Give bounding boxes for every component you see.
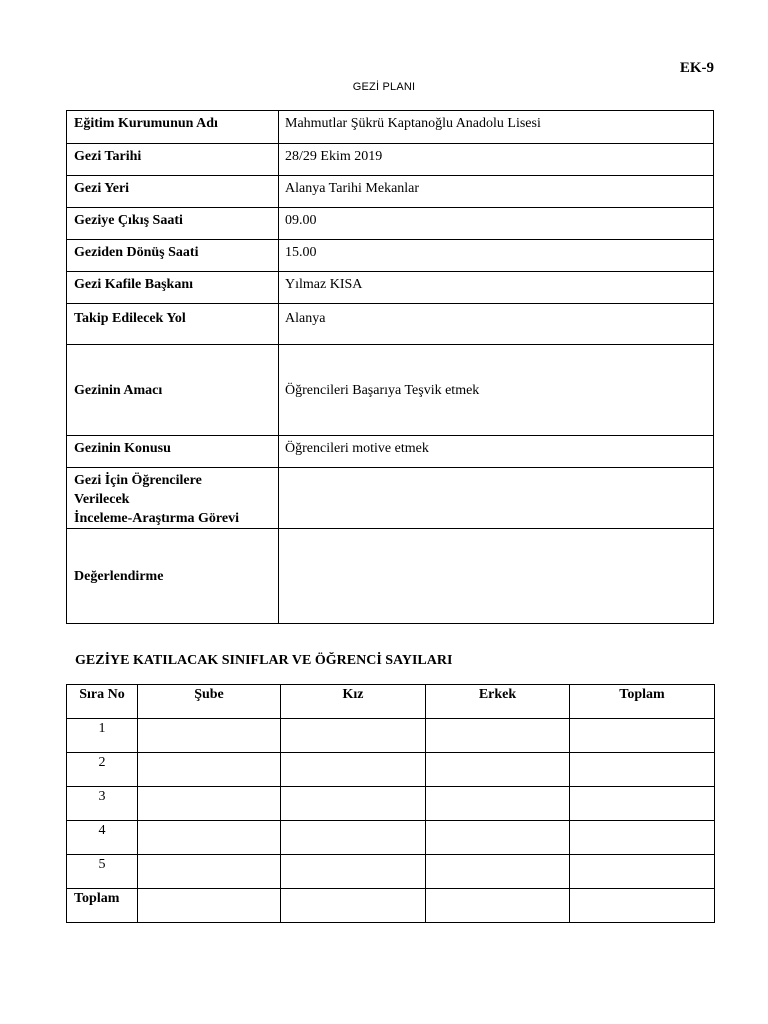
info-value: 15.00 bbox=[279, 240, 714, 272]
row-number: 4 bbox=[67, 821, 138, 855]
sube-cell bbox=[138, 719, 281, 753]
row-number: 1 bbox=[67, 719, 138, 753]
sube-cell bbox=[138, 753, 281, 787]
info-row bbox=[67, 240, 714, 272]
info-label-line: İnceleme-Araştırma Görevi bbox=[74, 511, 239, 526]
row-number: 5 bbox=[67, 855, 138, 889]
info-label: Geziye Çıkış Saati bbox=[67, 208, 279, 240]
erkek-cell bbox=[426, 855, 570, 889]
info-value: Alanya Tarihi Mekanlar bbox=[279, 176, 714, 208]
trip-info-table bbox=[66, 110, 714, 624]
info-label: Gezi Tarihi bbox=[67, 144, 279, 176]
row-number: 2 bbox=[67, 753, 138, 787]
toplam-cell bbox=[570, 855, 715, 889]
table-row bbox=[67, 855, 715, 889]
info-row bbox=[67, 345, 714, 436]
kiz-cell bbox=[281, 787, 426, 821]
erkek-cell bbox=[426, 821, 570, 855]
classes-table bbox=[66, 684, 715, 923]
column-header-erkek: Erkek bbox=[426, 685, 570, 719]
info-label-line: Gezi İçin Öğrencilere bbox=[74, 473, 202, 488]
kiz-cell bbox=[281, 719, 426, 753]
toplam-cell bbox=[570, 719, 715, 753]
info-label: Gezinin Konusu bbox=[67, 436, 279, 468]
total-label: Toplam bbox=[67, 889, 138, 923]
kiz-cell bbox=[281, 855, 426, 889]
info-row bbox=[67, 436, 714, 468]
info-value: 28/29 Ekim 2019 bbox=[279, 144, 714, 176]
classes-header-row bbox=[67, 685, 715, 719]
toplam-cell bbox=[570, 753, 715, 787]
info-label: Geziden Dönüş Saati bbox=[67, 240, 279, 272]
info-row bbox=[67, 529, 714, 624]
info-label: Gezi Yeri bbox=[67, 176, 279, 208]
info-value: Öğrencileri motive etmek bbox=[279, 436, 714, 468]
sube-cell bbox=[138, 787, 281, 821]
row-number: 3 bbox=[67, 787, 138, 821]
info-row bbox=[67, 176, 714, 208]
kiz-cell bbox=[281, 889, 426, 923]
sube-cell bbox=[138, 855, 281, 889]
erkek-cell bbox=[426, 719, 570, 753]
column-header-kiz: Kız bbox=[281, 685, 426, 719]
document-title: GEZİ PLANI bbox=[352, 81, 416, 93]
table-row bbox=[67, 787, 715, 821]
info-value: Yılmaz KISA bbox=[279, 272, 714, 304]
erkek-cell bbox=[426, 753, 570, 787]
info-label-line: Verilecek bbox=[74, 492, 130, 507]
info-row bbox=[67, 144, 714, 176]
info-value bbox=[279, 468, 714, 529]
info-value bbox=[279, 529, 714, 624]
document-code: EK-9 bbox=[679, 60, 714, 76]
classes-heading: GEZİYE KATILACAK SINIFLAR VE ÖĞRENCİ SAYILARI bbox=[75, 653, 453, 668]
toplam-cell bbox=[570, 787, 715, 821]
info-label: Gezi Kafile Başkanı bbox=[67, 272, 279, 304]
table-row bbox=[67, 821, 715, 855]
info-row bbox=[67, 272, 714, 304]
info-label: Gezinin Amacı bbox=[67, 345, 279, 436]
info-value: Alanya bbox=[279, 304, 714, 345]
column-header-toplam: Toplam bbox=[570, 685, 715, 719]
sube-cell bbox=[138, 889, 281, 923]
info-row bbox=[67, 111, 714, 144]
sube-cell bbox=[138, 821, 281, 855]
toplam-cell bbox=[570, 821, 715, 855]
info-row bbox=[67, 304, 714, 345]
info-value: 09.00 bbox=[279, 208, 714, 240]
info-row bbox=[67, 208, 714, 240]
erkek-cell bbox=[426, 889, 570, 923]
column-header-sube: Şube bbox=[138, 685, 281, 719]
info-row bbox=[67, 468, 714, 529]
kiz-cell bbox=[281, 821, 426, 855]
total-row bbox=[67, 889, 715, 923]
kiz-cell bbox=[281, 753, 426, 787]
table-row bbox=[67, 719, 715, 753]
info-label: Takip Edilecek Yol bbox=[67, 304, 279, 345]
erkek-cell bbox=[426, 787, 570, 821]
info-value: Öğrencileri Başarıya Teşvik etmek bbox=[279, 345, 714, 436]
info-label: Değerlendirme bbox=[67, 529, 279, 624]
table-row bbox=[67, 753, 715, 787]
toplam-cell bbox=[570, 889, 715, 923]
column-header-sira-no: Sıra No bbox=[67, 685, 138, 719]
info-label-multiline bbox=[67, 468, 279, 529]
info-label: Eğitim Kurumunun Adı bbox=[67, 111, 279, 144]
info-value: Mahmutlar Şükrü Kaptanoğlu Anadolu Lisesi bbox=[279, 111, 714, 144]
